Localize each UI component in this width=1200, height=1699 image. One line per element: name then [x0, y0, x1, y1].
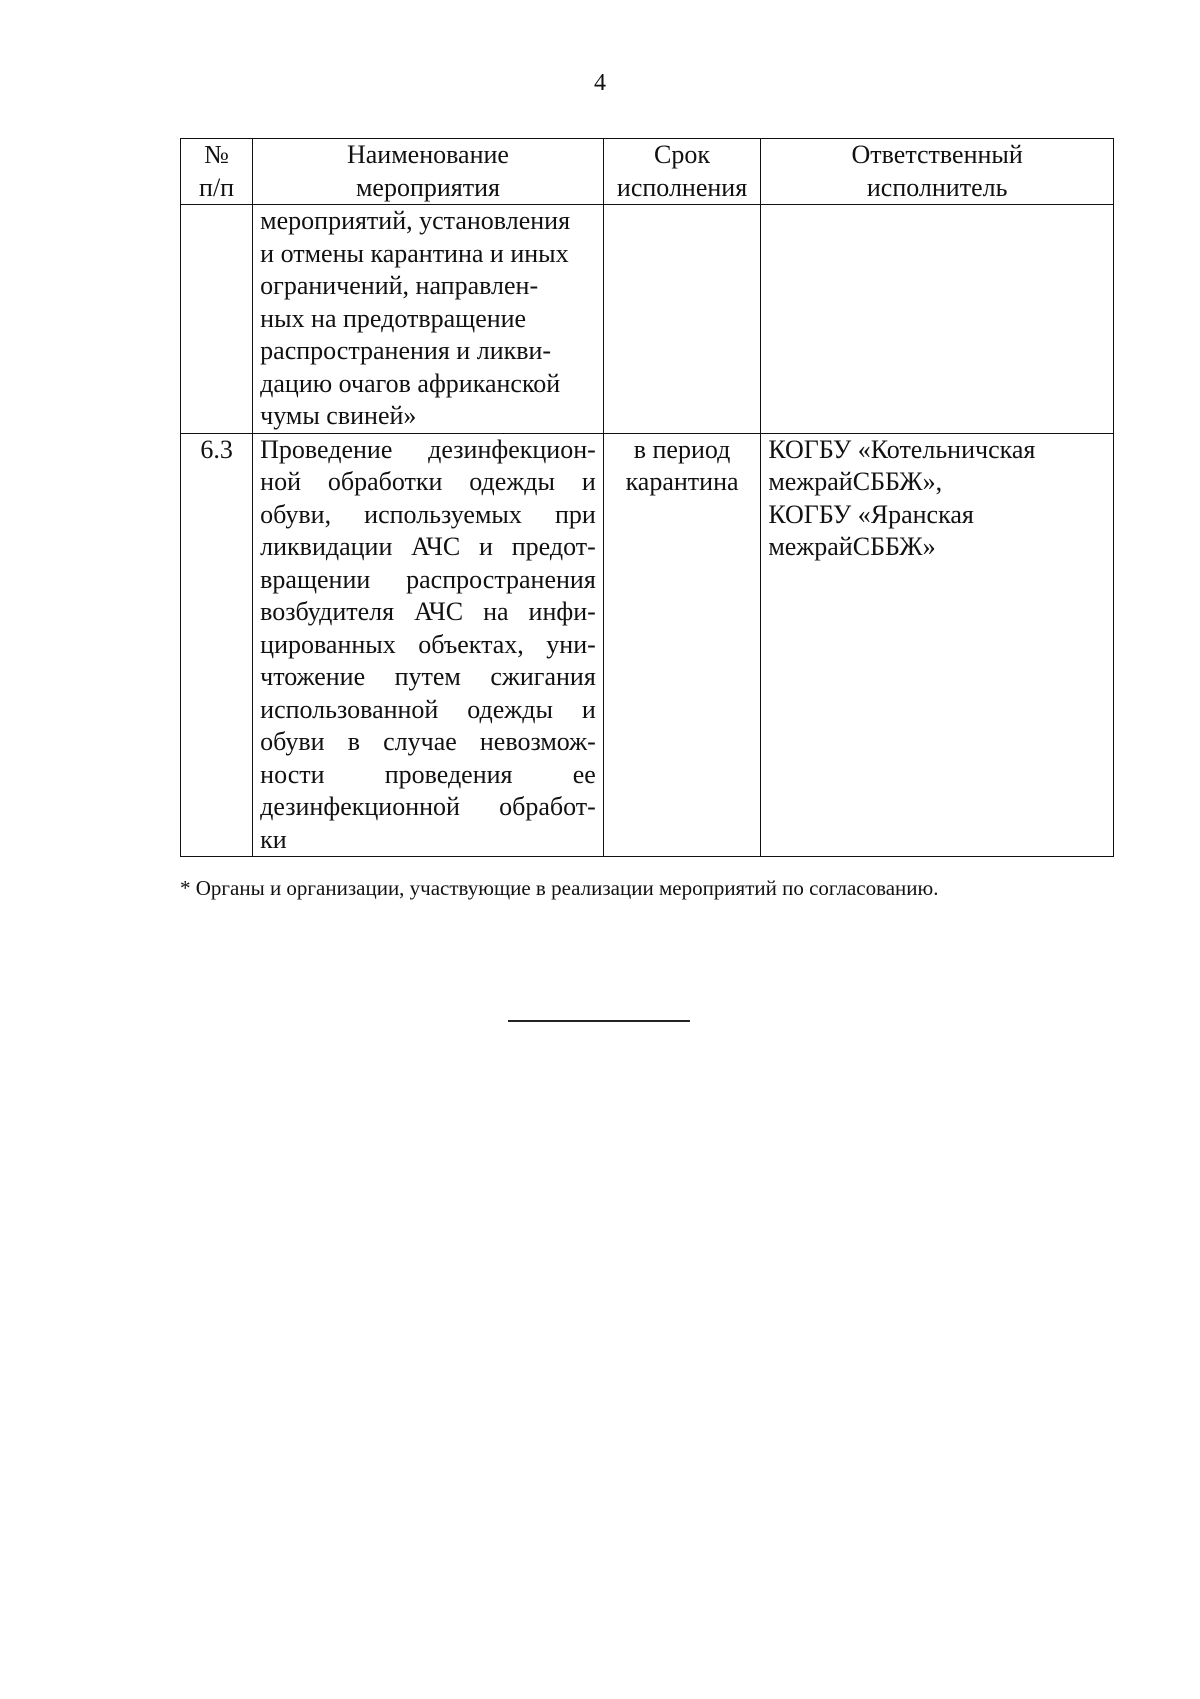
name-line: ки	[260, 824, 287, 854]
name-line: ности проведения ее	[260, 759, 596, 789]
name-line: дезинфекционной обработ-	[260, 792, 596, 821]
name-line: мероприятий, установления	[260, 206, 571, 235]
end-of-document-rule	[508, 1020, 690, 1022]
executor-line: КОГБУ «Яранская	[768, 499, 974, 529]
header-term-line-1: Срок	[654, 140, 711, 169]
name-line: вращении распространения	[260, 564, 596, 594]
header-term-line-2: исполнения	[616, 172, 748, 202]
row-name-cell	[253, 205, 604, 434]
name-line: дацию очагов африканской	[260, 368, 561, 398]
row-number-cell: 6.3	[181, 433, 253, 857]
executor-line: КОГБУ «Котельничская	[768, 434, 1036, 464]
row-number-cell	[181, 205, 253, 434]
footnote: * Органы и организации, участвующие в реализации мероприятий по согласованию.	[180, 876, 939, 900]
header-number-line-1: №	[204, 140, 229, 169]
header-executor-line-2: исполнитель	[866, 172, 1008, 202]
header-executor	[761, 139, 1114, 205]
header-name-line-1: Наименование	[346, 140, 509, 169]
name-line: чтожение путем сжигания	[260, 662, 596, 691]
row-term-cell	[603, 433, 761, 857]
name-line: использованной одежды и	[260, 694, 596, 724]
measures-table	[180, 138, 1114, 857]
row-term-cell	[603, 205, 761, 434]
name-line: Проведение дезинфекцион-	[260, 434, 596, 464]
name-line: возбудителя АЧС на инфи-	[260, 597, 596, 626]
table-row	[181, 205, 1114, 434]
executor-line: межрайСББЖ»,	[768, 467, 943, 496]
table-row	[181, 433, 1114, 857]
header-term	[603, 139, 761, 205]
term-line: в период	[633, 434, 731, 464]
name-line: обуви в случае невозмож-	[260, 727, 596, 756]
name-line: ной обработки одежды и	[260, 467, 596, 496]
name-line: распространения и ликви-	[260, 336, 552, 365]
name-line: цированных объектах, уни-	[260, 629, 596, 659]
header-number-line-2: п/п	[199, 172, 235, 202]
row-executor-cell	[761, 433, 1114, 857]
term-line: карантина	[625, 467, 739, 496]
name-line: ограничений, направлен-	[260, 271, 539, 300]
row-executor-cell	[761, 205, 1114, 434]
row-name-cell	[253, 433, 604, 857]
header-name	[253, 139, 604, 205]
name-line: обуви, используемых при	[260, 499, 596, 529]
name-line: ликвидации АЧС и предот-	[260, 532, 596, 561]
page-number: 4	[594, 70, 606, 96]
table-header-row	[181, 139, 1114, 205]
name-line: ных на предотвращение	[260, 303, 527, 333]
header-executor-line-1: Ответственный	[851, 140, 1023, 169]
header-number	[181, 139, 253, 205]
name-line: чумы свиней»	[260, 401, 417, 430]
header-name-line-2: мероприятия	[355, 172, 500, 202]
executor-line: межрайСББЖ»	[768, 532, 936, 561]
name-line: и отмены карантина и иных	[260, 238, 569, 268]
